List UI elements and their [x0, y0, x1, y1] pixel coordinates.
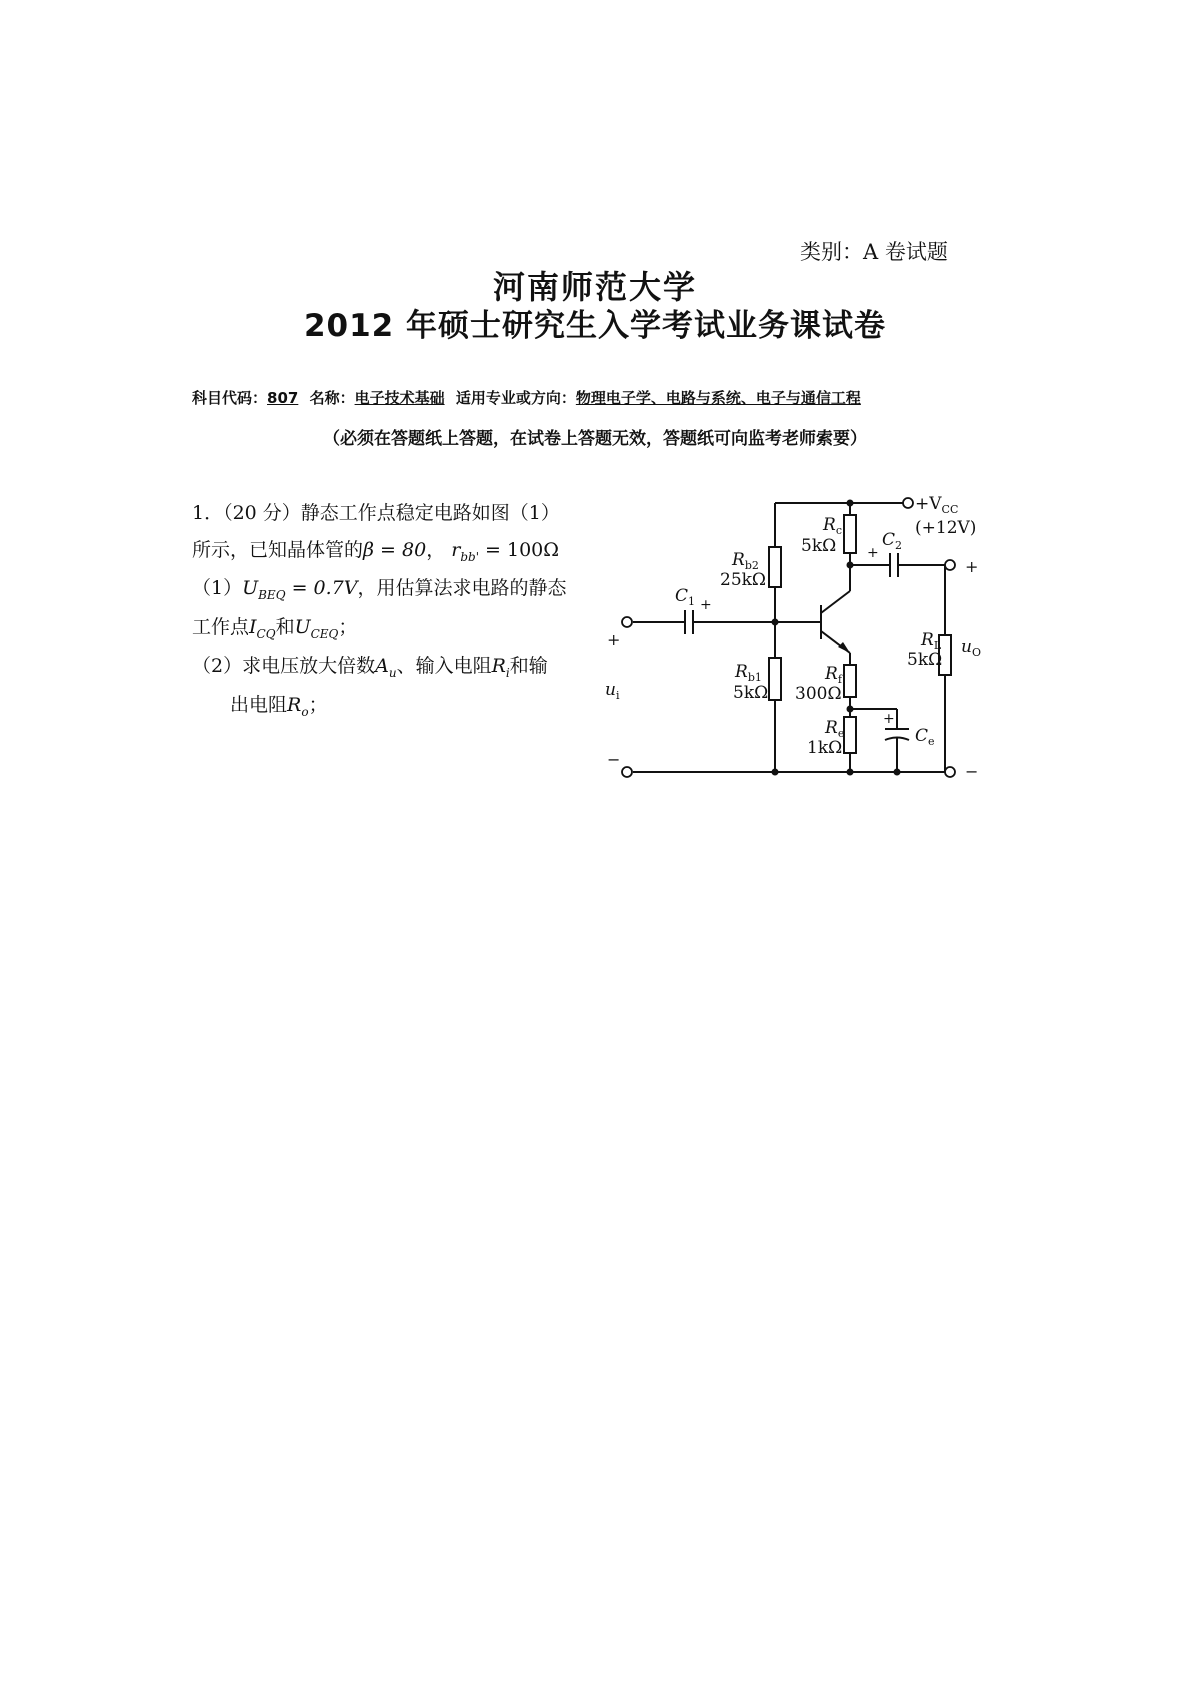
beta-value: β = 80 — [363, 539, 427, 561]
q1-line4-suffix: ； — [338, 616, 358, 638]
q1-line2-prefix: 所示，已知晶体管的 — [192, 539, 364, 561]
vcc-label: $+V_{CC}$ — [915, 494, 959, 516]
output-minus-sign: − — [965, 762, 979, 781]
rf-value: 300Ω — [795, 684, 842, 704]
q1-line5 — [192, 651, 548, 680]
rf-label: $R_f$ — [825, 664, 842, 686]
rb1-label: $R_{b1}$ — [735, 662, 762, 684]
rf-resistor — [844, 665, 856, 697]
q1-line4-prefix: 工作点 — [192, 616, 250, 638]
q1-line6 — [230, 690, 328, 719]
uo-label: $u_O$ — [961, 637, 981, 659]
q1-line5-suffix: 和输 — [509, 655, 548, 677]
major-label: 适用专业或方向： — [455, 389, 576, 407]
rb2-value: 25kΩ — [720, 570, 767, 590]
rbb-symbol: r — [451, 539, 461, 561]
rb1-resistor — [769, 658, 781, 700]
rb1-value: 5kΩ — [733, 683, 769, 703]
c2-plus: + — [867, 545, 879, 561]
rbb-value: = 100Ω — [479, 539, 560, 561]
subject-code-value: 807 — [267, 389, 299, 407]
icq-subscript: CQ — [256, 627, 276, 641]
subject-name-label: 名称： — [309, 389, 355, 407]
re-value: 1kΩ — [807, 738, 843, 758]
vcc-value: (+12V) — [915, 518, 977, 538]
ui-label: $u_i$ — [605, 680, 620, 702]
output-minus-terminal — [945, 767, 955, 777]
q1-line4 — [192, 612, 357, 641]
c1-label: $C_1$ — [675, 586, 696, 608]
rc-resistor — [844, 515, 856, 553]
q1-line6-suffix: ； — [308, 694, 328, 716]
output-plus-terminal — [945, 560, 955, 570]
answer-notice: （必须在答题纸上答题，在试卷上答题无效，答题纸可向监考老师索要） — [323, 429, 867, 449]
ubeq-subscript: BEQ — [258, 588, 286, 602]
q1-line3-prefix: （1） — [192, 577, 243, 599]
rbb-subscript: bb' — [460, 550, 479, 564]
uceq-subscript: CEQ — [310, 627, 339, 641]
q1-line1: 1．（20 分）静态工作点稳定电路如图（1） — [192, 502, 560, 524]
ubeq-symbol: U — [242, 577, 259, 599]
subject-line — [192, 387, 861, 408]
subject-code-label: 科目代码： — [192, 389, 268, 407]
c1-plus: + — [700, 597, 712, 613]
q1-line3-suffix: ，用估算法求电路的静态 — [357, 577, 567, 599]
uceq-symbol: U — [294, 616, 311, 638]
ce-plus: + — [883, 711, 895, 727]
icq-symbol: I — [249, 616, 257, 638]
input-plus-terminal — [622, 617, 632, 627]
q1-line3 — [192, 573, 566, 602]
input-minus-sign: − — [607, 750, 621, 769]
au-symbol: A — [375, 655, 389, 677]
rl-label: $R_L$ — [921, 630, 942, 652]
q1-line2: 所示，已知晶体管的β = 80， $r_{bb'} = 100\Omega$ — [192, 539, 560, 564]
q1-line6-prefix: 出电阻 — [230, 694, 288, 716]
vcc-terminal — [903, 498, 913, 508]
c2-label: $C_2$ — [882, 530, 903, 552]
rc-value: 5kΩ — [801, 536, 837, 556]
input-plus-sign: + — [607, 630, 621, 649]
and-word: 和 — [275, 616, 295, 638]
emitter-arrow — [838, 642, 850, 653]
rc-label: $R_c$ — [823, 515, 842, 537]
amplifier-circuit-diagram — [605, 485, 1015, 785]
rb2-resistor — [769, 547, 781, 587]
re-label: $R_e$ — [825, 718, 845, 740]
ce-label: $C_e$ — [915, 726, 935, 748]
exam-title: 2012 年硕士研究生入学考试业务课试卷 — [303, 308, 887, 344]
re-resistor — [844, 717, 856, 753]
output-plus-sign: + — [965, 557, 979, 576]
major-value: 物理电子学、电路与系统、电子与通信工程 — [575, 389, 861, 407]
au-subscript: u — [388, 666, 397, 680]
university-name: 河南师范大学 — [492, 268, 697, 306]
ri-subscript: i — [505, 666, 510, 680]
ro-symbol: R — [287, 694, 302, 716]
subject-name-value: 电子技术基础 — [354, 389, 445, 407]
ro-subscript: o — [301, 705, 309, 719]
rl-value: 5kΩ — [907, 650, 943, 670]
paper-category: 类别：A 卷试题 — [800, 240, 948, 264]
q1-line5-mid: 、输入电阻 — [396, 655, 492, 677]
rb2-label: $R_{b2}$ — [732, 550, 759, 572]
ri-symbol: R — [491, 655, 506, 677]
ubeq-value: = 0.7V — [285, 577, 358, 599]
q1-line5-prefix: （2）求电压放大倍数 — [192, 655, 376, 677]
input-minus-terminal — [622, 767, 632, 777]
